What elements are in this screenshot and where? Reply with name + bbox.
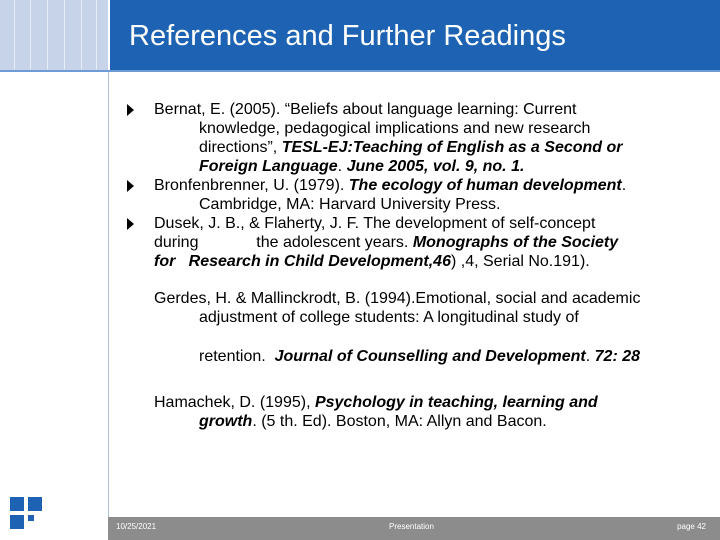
footer-date: 10/25/2021: [116, 522, 157, 531]
panel-stripe: [96, 0, 97, 70]
reference-line: growth. (5 th. Ed). Boston, MA: Allyn and Bacon.: [199, 413, 547, 430]
slide-title: References and Further Readings: [129, 20, 566, 52]
reference-line: Hamachek, D. (1995), Psychology in teaching, learning and: [154, 394, 598, 411]
bullet-arrow-icon: [127, 218, 134, 230]
reference-line: adjustment of college students: A longitudinal study of: [199, 309, 579, 326]
reference-line: Foreign Language. June 2005, vol. 9, no. 1.: [199, 158, 525, 175]
reference-list: [130, 100, 710, 431]
reference-line: directions”, TESL-EJ:Teaching of English as a Second or: [199, 139, 623, 156]
panel-stripe: [64, 0, 65, 70]
panel-stripe: [30, 0, 31, 70]
left-divider: [108, 72, 109, 517]
reference-line: knowledge, pedagogical implications and new research: [199, 120, 591, 137]
bullet-arrow-icon: [127, 180, 134, 192]
reference-item: [130, 289, 710, 366]
reference-line: for Research in Child Development,46) ,4, Serial No.191).: [154, 253, 590, 270]
logo-square: [10, 497, 24, 511]
footer-page-number: page 42: [677, 522, 706, 531]
footer-bar: [108, 517, 720, 540]
reference-item: [130, 100, 710, 176]
footer-presentation: Presentation: [389, 522, 434, 531]
logo-square: [10, 515, 24, 529]
panel-stripe: [47, 0, 48, 70]
reference-line: during the adolescent years. Monographs of the Society: [154, 234, 619, 251]
logo-square: [28, 515, 34, 521]
reference-item: [130, 214, 710, 271]
title-separator: [108, 0, 110, 70]
reference-line: Gerdes, H. & Mallinckrodt, B. (1994).Emotional, social and academic: [154, 290, 641, 307]
reference-item: [130, 176, 710, 214]
reference-line: Bernat, E. (2005). “Beliefs about language learning: Current: [154, 101, 577, 118]
panel-stripe: [81, 0, 82, 70]
logo-square: [28, 497, 42, 511]
reference-item: [130, 393, 710, 431]
reference-line: Dusek, J. B., & Flaherty, J. F. The development of self-concept: [154, 215, 596, 232]
reference-line: Bronfenbrenner, U. (1979). The ecology of human development.: [154, 177, 627, 194]
title-side-panel: [0, 0, 108, 70]
bullet-arrow-icon: [127, 104, 134, 116]
reference-line: retention. Journal of Counselling and Development. 72: 28: [199, 348, 641, 365]
reference-line: Cambridge, MA: Harvard University Press.: [199, 196, 501, 213]
panel-stripe: [14, 0, 15, 70]
